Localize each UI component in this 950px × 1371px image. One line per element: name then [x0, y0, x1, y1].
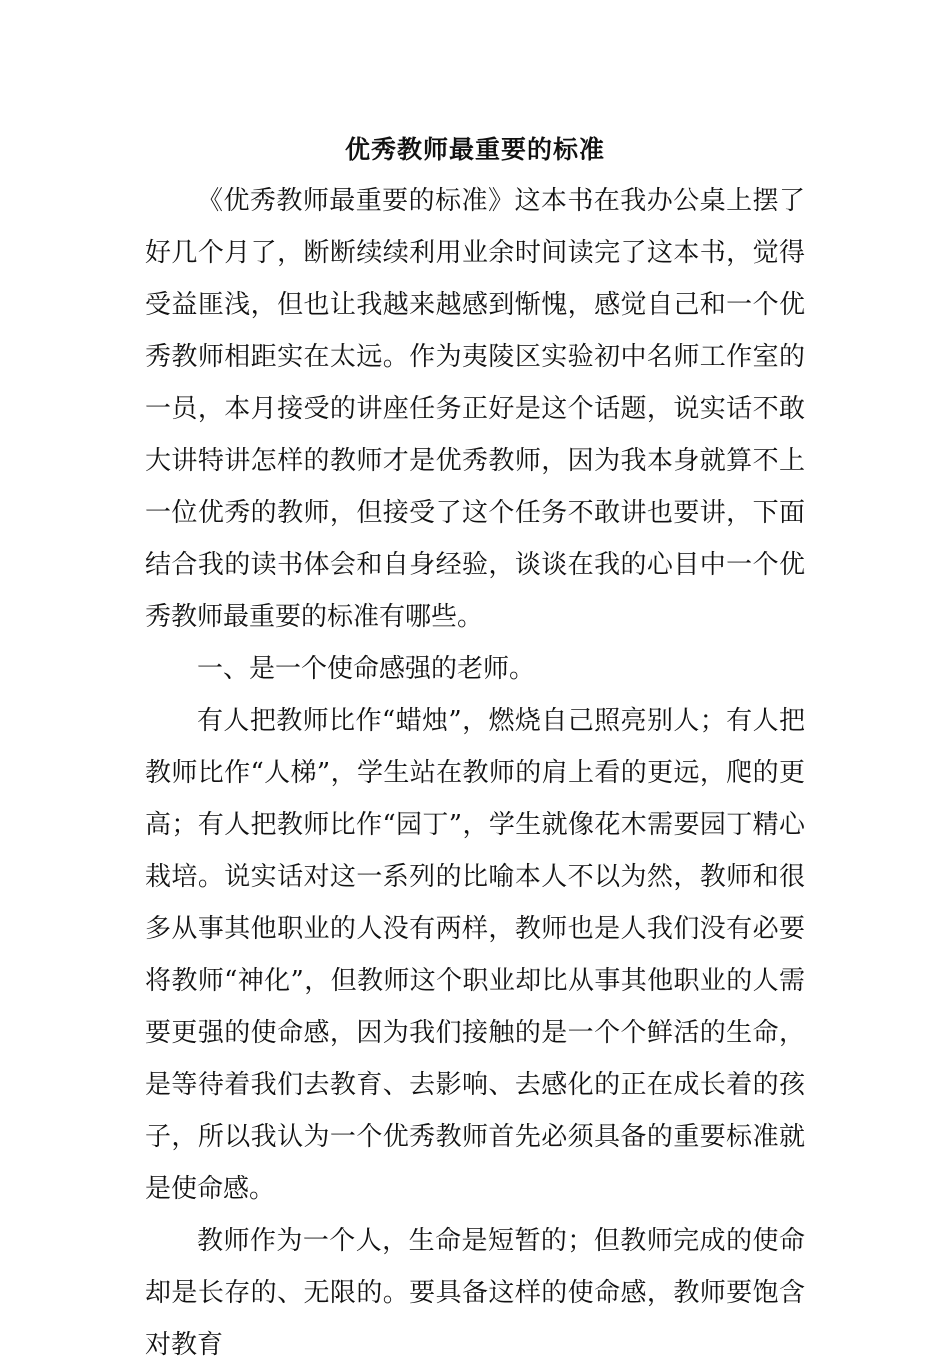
- paragraph-metaphors: 有人把教师比作“蜡烛”，燃烧自己照亮别人；有人把教师比作“人梯”，学生站在教师的肩上看的更远，爬的更高；有人把教师比作“园丁”，学生就像花木需要园丁精心栽培。说实话对这一系列的比喻本人不以为然，教师和很多从事其他职业的人没有两样，教师也是人我们没有必要将教师“神化”，但教师这个职业却比从事其他职业的人需要更强的使命感，因为我们接触的是一个个鲜活的生命，是等待着我们去教育、去影响、去感化的正在成长着的孩子，所以我认为一个优秀教师首先必须具备的重要标准就是使命感。: [145, 706, 805, 1204]
- document-body: [145, 175, 805, 1371]
- paragraph-intro: 《优秀教师最重要的标准》这本书在我办公桌上摆了好几个月了，断断续续利用业余时间读完了这本书，觉得受益匪浅，但也让我越来越感到惭愧，感觉自己和一个优秀教师相距实在太远。作为夷陵区实验初中名师工作室的一员，本月接受的讲座任务正好是这个话题，说实话不敢大讲特讲怎样的教师才是优秀教师，因为我本身就算不上一位优秀的教师，但接受了这个任务不敢讲也要讲，下面结合我的读书体会和自身经验，谈谈在我的心目中一个优秀教师最重要的标准有哪些。: [145, 186, 805, 632]
- section-heading-1: 一、是一个使命感强的老师。: [197, 654, 536, 684]
- paragraph-mission: 教师作为一个人，生命是短暂的；但教师完成的使命却是长存的、无限的。要具备这样的使命感，教师要饱含对教育: [145, 1226, 805, 1360]
- document-title: 优秀教师最重要的标准: [344, 135, 605, 164]
